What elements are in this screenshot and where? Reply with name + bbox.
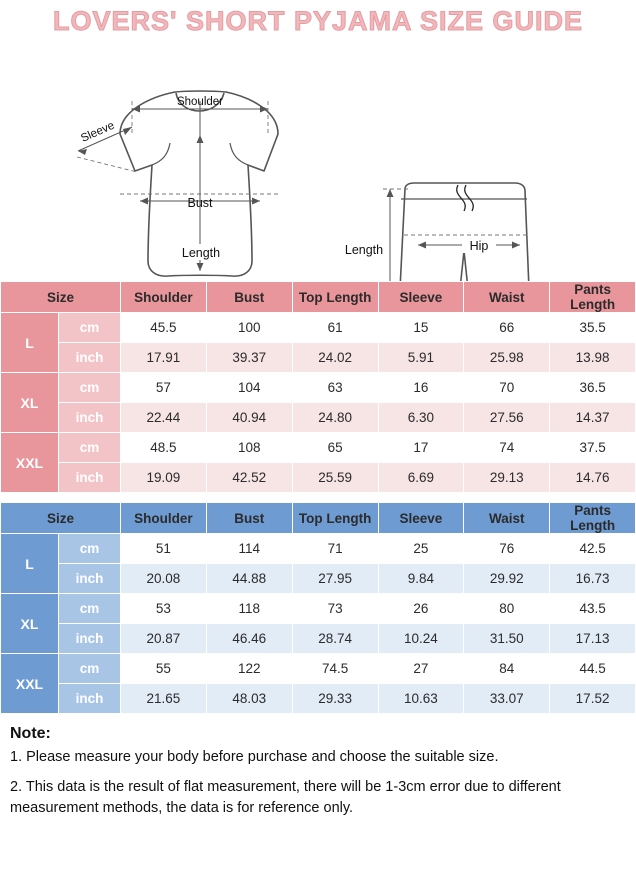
cell-pants-length: 16.73 xyxy=(550,564,636,594)
label-bust: Bust xyxy=(187,196,213,210)
cell-waist: 31.50 xyxy=(464,624,550,654)
cell-top-length: 29.33 xyxy=(292,684,378,714)
cell-pants-length: 17.52 xyxy=(550,684,636,714)
cell-bust: 46.46 xyxy=(206,624,292,654)
cell-bust: 118 xyxy=(206,594,292,624)
cell-shoulder: 57 xyxy=(121,373,207,403)
cell-shoulder: 17.91 xyxy=(121,343,207,373)
unit-label: inch xyxy=(59,403,121,433)
cell-sleeve: 26 xyxy=(378,594,464,624)
table-row xyxy=(1,624,636,654)
cell-sleeve: 27 xyxy=(378,654,464,684)
table-row xyxy=(1,403,636,433)
table-row xyxy=(1,463,636,493)
unit-label: inch xyxy=(59,343,121,373)
cell-waist: 29.92 xyxy=(464,564,550,594)
cell-top-length: 74.5 xyxy=(292,654,378,684)
size-label: L xyxy=(1,313,59,373)
label-shorts-length: Length xyxy=(344,243,384,257)
cell-waist: 33.07 xyxy=(464,684,550,714)
column-header-shoulder: Shoulder xyxy=(121,503,207,534)
cell-bust: 104 xyxy=(206,373,292,403)
womens-size-table xyxy=(0,281,636,493)
cell-bust: 44.88 xyxy=(206,564,292,594)
size-guide-page xyxy=(0,6,636,885)
label-sleeve: Sleeve xyxy=(79,119,117,145)
cell-bust: 40.94 xyxy=(206,403,292,433)
mens-size-table xyxy=(0,502,636,714)
column-header-pants-length: Pants Length xyxy=(550,282,636,313)
size-label: XXL xyxy=(1,433,59,493)
table-row xyxy=(1,534,636,564)
unit-label: cm xyxy=(59,373,121,403)
column-header-waist: Waist xyxy=(464,282,550,313)
label-shoulder: Shoulder xyxy=(176,96,224,108)
cell-top-length: 73 xyxy=(292,594,378,624)
cell-sleeve: 15 xyxy=(378,313,464,343)
column-header-sleeve: Sleeve xyxy=(378,282,464,313)
cell-top-length: 71 xyxy=(292,534,378,564)
size-label: XXL xyxy=(1,654,59,714)
cell-waist: 80 xyxy=(464,594,550,624)
cell-shoulder: 20.08 xyxy=(121,564,207,594)
cell-sleeve: 6.30 xyxy=(378,403,464,433)
cell-waist: 27.56 xyxy=(464,403,550,433)
column-header-pants-length: Pants Length xyxy=(550,503,636,534)
cell-bust: 42.52 xyxy=(206,463,292,493)
cell-pants-length: 43.5 xyxy=(550,594,636,624)
cell-top-length: 27.95 xyxy=(292,564,378,594)
table-row xyxy=(1,313,636,343)
column-header-bust: Bust xyxy=(206,503,292,534)
cell-waist: 25.98 xyxy=(464,343,550,373)
cell-waist: 84 xyxy=(464,654,550,684)
unit-label: cm xyxy=(59,534,121,564)
column-header-size: Size xyxy=(1,503,121,534)
cell-sleeve: 16 xyxy=(378,373,464,403)
unit-label: inch xyxy=(59,463,121,493)
cell-pants-length: 14.76 xyxy=(550,463,636,493)
table-row xyxy=(1,433,636,463)
cell-top-length: 61 xyxy=(292,313,378,343)
notes-section xyxy=(0,714,636,819)
cell-top-length: 63 xyxy=(292,373,378,403)
cell-shoulder: 55 xyxy=(121,654,207,684)
size-label: L xyxy=(1,534,59,594)
cell-sleeve: 5.91 xyxy=(378,343,464,373)
cell-top-length: 24.02 xyxy=(292,343,378,373)
size-label: XL xyxy=(1,594,59,654)
cell-bust: 48.03 xyxy=(206,684,292,714)
unit-label: cm xyxy=(59,313,121,343)
unit-label: cm xyxy=(59,594,121,624)
column-header-size: Size xyxy=(1,282,121,313)
unit-label: inch xyxy=(59,624,121,654)
cell-top-length: 65 xyxy=(292,433,378,463)
page-title: LOVERS' SHORT PYJAMA SIZE GUIDE xyxy=(53,6,583,36)
cell-sleeve: 17 xyxy=(378,433,464,463)
cell-bust: 100 xyxy=(206,313,292,343)
cell-top-length: 24.80 xyxy=(292,403,378,433)
unit-label: cm xyxy=(59,433,121,463)
table-row xyxy=(1,564,636,594)
cell-pants-length: 42.5 xyxy=(550,534,636,564)
table-row xyxy=(1,684,636,714)
cell-waist: 70 xyxy=(464,373,550,403)
table-header-row xyxy=(1,503,636,534)
cell-waist: 29.13 xyxy=(464,463,550,493)
label-top-length: Length xyxy=(181,246,221,260)
note-line-1: 1. Please measure your body before purchase and choose the suitable size. xyxy=(10,749,499,766)
notes-heading: Note: xyxy=(10,725,51,742)
unit-label: inch xyxy=(59,564,121,594)
table-row xyxy=(1,654,636,684)
cell-pants-length: 14.37 xyxy=(550,403,636,433)
column-header-bust: Bust xyxy=(206,282,292,313)
size-label: XL xyxy=(1,373,59,433)
cell-sleeve: 10.24 xyxy=(378,624,464,654)
label-hip: Hip xyxy=(469,239,489,253)
cell-shoulder: 22.44 xyxy=(121,403,207,433)
cell-sleeve: 10.63 xyxy=(378,684,464,714)
cell-shoulder: 20.87 xyxy=(121,624,207,654)
cell-bust: 114 xyxy=(206,534,292,564)
cell-top-length: 28.74 xyxy=(292,624,378,654)
cell-waist: 66 xyxy=(464,313,550,343)
cell-bust: 39.37 xyxy=(206,343,292,373)
cell-shoulder: 51 xyxy=(121,534,207,564)
table-header-row xyxy=(1,282,636,313)
column-header-top-length: Top Length xyxy=(292,282,378,313)
cell-pants-length: 13.98 xyxy=(550,343,636,373)
cell-waist: 74 xyxy=(464,433,550,463)
cell-shoulder: 48.5 xyxy=(121,433,207,463)
cell-pants-length: 44.5 xyxy=(550,654,636,684)
cell-bust: 108 xyxy=(206,433,292,463)
column-header-waist: Waist xyxy=(464,503,550,534)
cell-shoulder: 21.65 xyxy=(121,684,207,714)
table-divider xyxy=(0,493,636,502)
column-header-sleeve: Sleeve xyxy=(378,503,464,534)
cell-pants-length: 37.5 xyxy=(550,433,636,463)
illustration-svg xyxy=(0,39,636,281)
cell-shoulder: 53 xyxy=(121,594,207,624)
cell-sleeve: 25 xyxy=(378,534,464,564)
cell-shoulder: 19.09 xyxy=(121,463,207,493)
cell-waist: 76 xyxy=(464,534,550,564)
cell-shoulder: 45.5 xyxy=(121,313,207,343)
note-line-2: 2. This data is the result of flat measurement, there will be 1-3cm error due to different measurement methods, the data is for reference only. xyxy=(10,779,561,817)
table-row xyxy=(1,594,636,624)
cell-pants-length: 35.5 xyxy=(550,313,636,343)
cell-top-length: 25.59 xyxy=(292,463,378,493)
table-row xyxy=(1,373,636,403)
cell-sleeve: 9.84 xyxy=(378,564,464,594)
garment-illustration xyxy=(0,39,636,281)
cell-sleeve: 6.69 xyxy=(378,463,464,493)
cell-pants-length: 17.13 xyxy=(550,624,636,654)
cell-bust: 122 xyxy=(206,654,292,684)
unit-label: inch xyxy=(59,684,121,714)
column-header-top-length: Top Length xyxy=(292,503,378,534)
cell-pants-length: 36.5 xyxy=(550,373,636,403)
unit-label: cm xyxy=(59,654,121,684)
column-header-shoulder: Shoulder xyxy=(121,282,207,313)
table-row xyxy=(1,343,636,373)
